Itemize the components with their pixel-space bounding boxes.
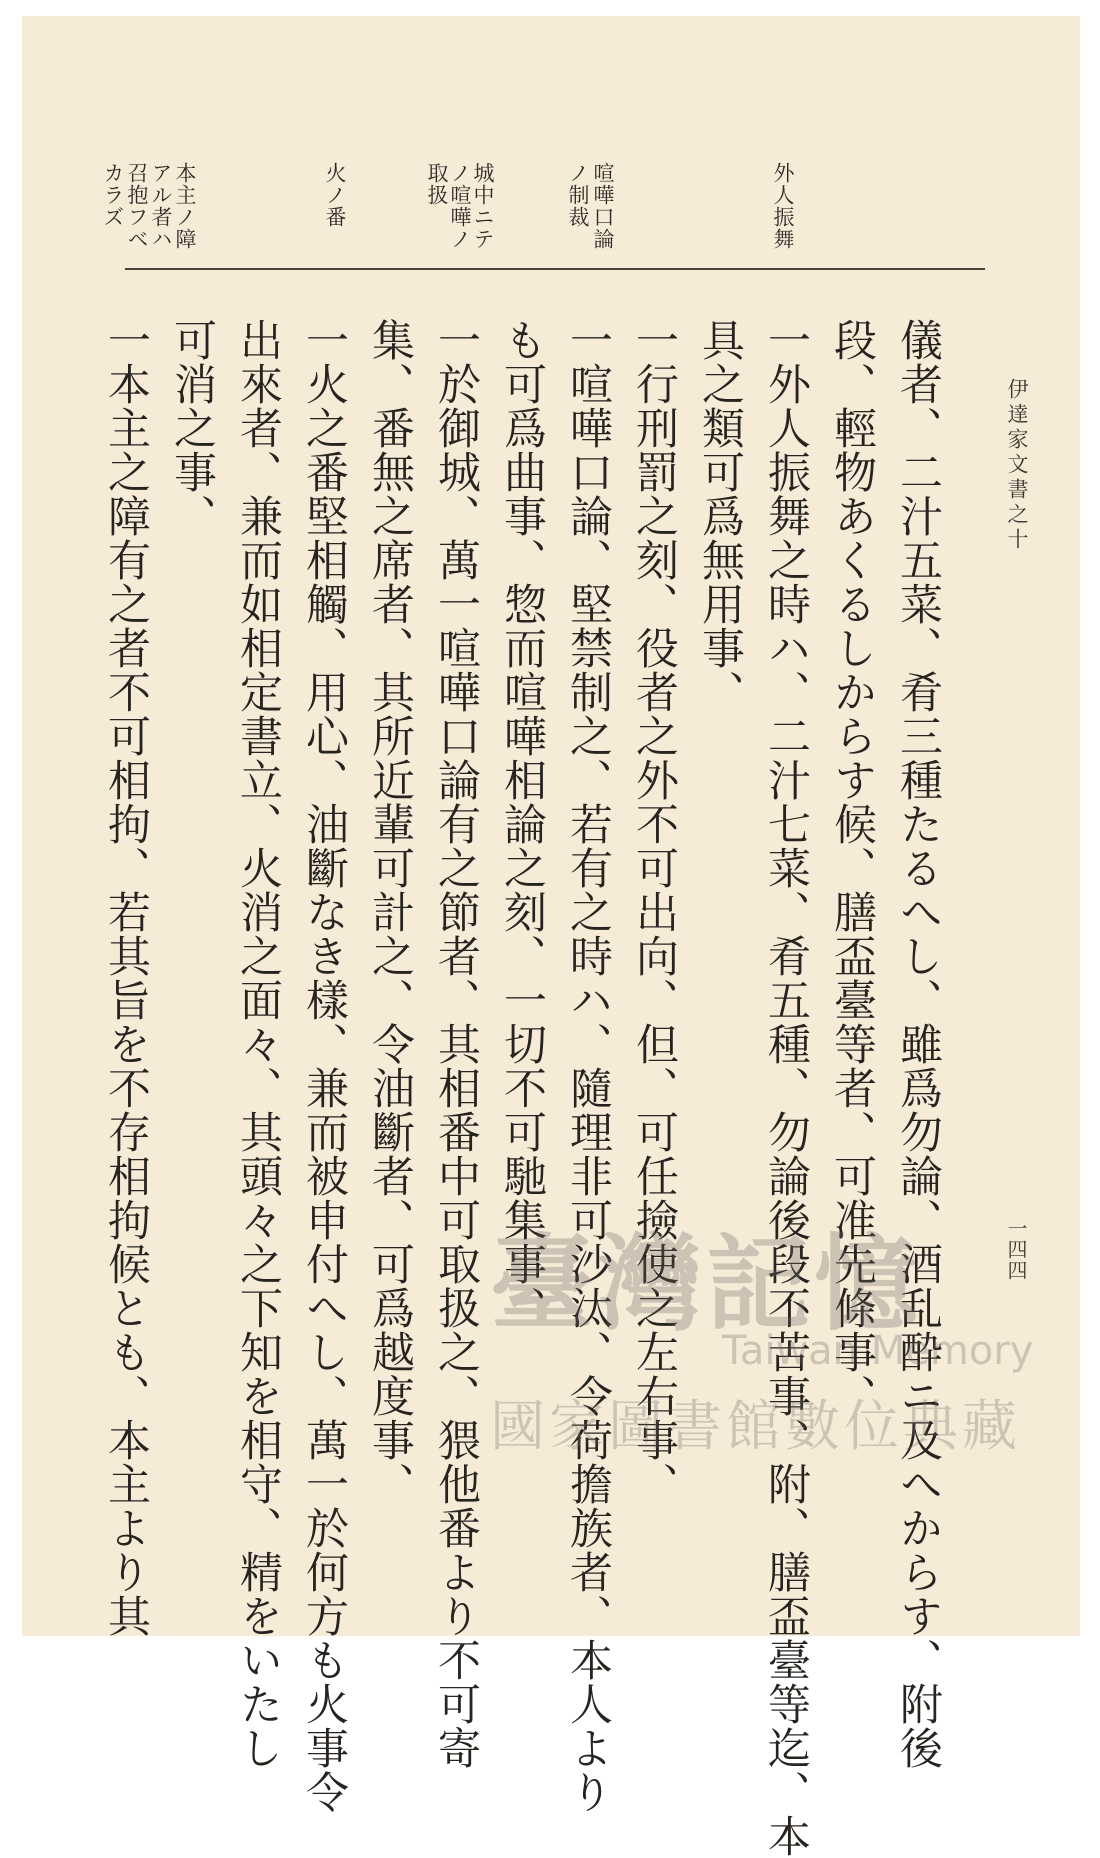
margin-note: 本主ノ障 — [173, 162, 197, 250]
body-line: 一本主之障有之者不可相拘、若其旨を不存相拘候とも、本主より其 — [101, 318, 151, 1638]
body-line: 一於御城、萬一喧嘩口論有之節者、其相番中可取扱之、猥他番より不可寄 — [431, 318, 481, 1770]
body-line: 出來者、兼而如相定書立、火消之面々、其頭々之下知を相守、精をいたし — [233, 318, 283, 1770]
watermark-english: Taiwan Memory — [722, 1328, 1034, 1374]
margin-note: 外人振舞 — [771, 162, 795, 250]
watermark-main: 臺灣記憶 — [490, 1222, 923, 1345]
body-line: 具之類可爲無用事、 — [695, 318, 745, 714]
watermark-sub: 國家圖書館數位典藏 — [490, 1394, 1022, 1458]
margin-note: 召抱フベ — [125, 162, 149, 250]
body-line: 一火之番堅相觸、用心、油斷なき樣、兼而被申付へし、萬一於何方も火事令 — [299, 318, 349, 1814]
margin-note: 城中ニテ — [471, 162, 495, 250]
body-line: 段、輕物あくるしからす候、膳盃臺等者、可准先條事、 — [827, 318, 877, 1418]
body-line: 可消之事、 — [167, 318, 217, 538]
margin-note: 喧嘩口論 — [591, 162, 615, 250]
body-line: 一行刑罰之刻、役者之外不可出向、但、可任撿使之左右事、 — [629, 318, 679, 1506]
margin-note: カラズ — [101, 162, 125, 228]
body-line: も可爲曲事、惣而喧嘩相論之刻、一切不可馳集事、 — [497, 318, 547, 1330]
body-line: 集、番無之席者、其所近輩可計之、令油斷者、可爲越度事、 — [365, 318, 415, 1506]
body-line: 一喧嘩口論、堅禁制之、若有之時ハ、隨理非可沙汰、令荷擔族者、本人より — [563, 318, 613, 1814]
body-line: 儀者、二汁五菜、肴三種たるへし、雖爲勿論、酒乱酔ニ及へからす、附後 — [893, 318, 943, 1770]
margin-note: ノ制裁 — [566, 162, 590, 228]
header-divider — [125, 268, 985, 270]
body-line: 一外人振舞之時ハ、二汁七菜、肴五種、勿論後段不苦事、附、膳盃臺等迄、本 — [761, 318, 811, 1858]
margin-note: 取扱 — [425, 162, 449, 206]
page-number: 一四四 — [1004, 1218, 1028, 1281]
margin-note: アル者ハ — [149, 162, 173, 250]
margin-note: ノ喧嘩ノ — [448, 162, 472, 250]
margin-note: 火ノ番 — [323, 162, 347, 228]
header-title: 伊達家文書之十 — [1005, 378, 1029, 553]
